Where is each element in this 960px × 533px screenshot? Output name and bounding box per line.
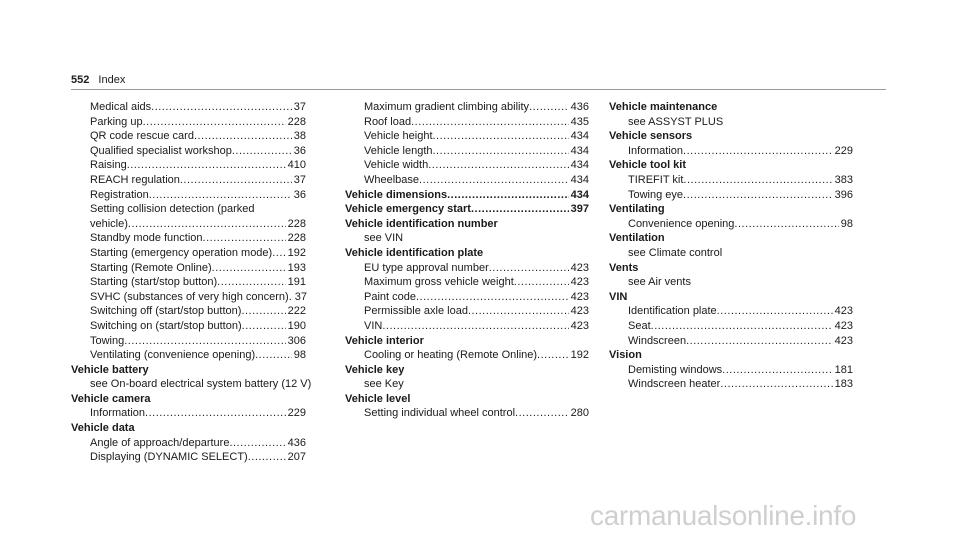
index-subentry [345, 406, 589, 421]
dot-leader [124, 334, 285, 349]
entry-label: Starting (emergency operation mode) [90, 246, 273, 259]
page-reference: 181 [834, 363, 853, 376]
index-heading: Vehicle interior [345, 334, 424, 347]
index-subentry [71, 173, 306, 188]
page-number: 552 [71, 74, 90, 86]
page-reference: 423 [570, 305, 589, 318]
index-subentry [345, 290, 589, 305]
dot-leader [419, 173, 569, 188]
page-reference: 423 [570, 276, 589, 289]
index-subentry [345, 304, 589, 319]
dot-leader [428, 158, 568, 173]
index-heading: Ventilating [609, 203, 665, 216]
page-reference: 397 [570, 203, 589, 216]
index-heading-entry [345, 202, 589, 217]
index-subentry [609, 334, 853, 349]
entry-label: Cooling or heating (Remote Online) [364, 349, 538, 362]
index-subentry [609, 217, 853, 232]
page-reference: 37 [293, 101, 306, 113]
page-reference: 207 [287, 451, 306, 464]
index-subentry [609, 304, 853, 319]
dot-leader [734, 217, 838, 232]
index-subentry [71, 231, 306, 246]
dot-leader [143, 115, 286, 130]
entry-label: Windscreen [628, 334, 687, 347]
dot-leader [651, 319, 833, 334]
index-cross-reference: see On-board electrical system battery (12 V) [90, 378, 312, 391]
index-column-1 [71, 100, 312, 465]
index-subentry [71, 436, 306, 451]
page-reference: 37 [294, 290, 307, 303]
page-reference: 193 [287, 261, 306, 274]
page-reference: 434 [570, 188, 589, 201]
dot-leader [255, 348, 292, 363]
page-reference: 280 [570, 407, 589, 420]
dot-leader [686, 334, 833, 349]
index-heading: Vehicle tool kit [609, 159, 687, 172]
entry-label: Vehicle height [364, 130, 433, 143]
index-cross-reference: see VIN [364, 232, 404, 245]
index-subentry [71, 450, 306, 465]
dot-leader [489, 261, 569, 276]
dot-leader [722, 363, 832, 378]
dot-leader [382, 319, 568, 334]
index-subentry [71, 129, 306, 144]
dot-leader [203, 231, 286, 246]
entry-label: Demisting windows [628, 363, 723, 376]
index-cross-reference: Setting collision detection (parked [90, 203, 255, 216]
dot-leader [248, 450, 286, 465]
index-subentry [71, 144, 306, 159]
page-reference: 228 [287, 217, 306, 230]
entry-label: Paint code [364, 290, 416, 303]
dot-leader [229, 436, 285, 451]
index-column-3 [609, 100, 853, 392]
index-subentry [71, 188, 306, 203]
page-reference: 423 [834, 334, 853, 347]
page-reference: 306 [287, 334, 306, 347]
dot-leader [272, 246, 285, 261]
page-reference: 435 [570, 115, 589, 128]
entry-label: SVHC (substances of very high concern) [90, 290, 289, 303]
entry-label: Towing eye [628, 188, 684, 201]
dot-leader [717, 304, 833, 319]
dot-leader [537, 348, 569, 363]
index-subentry [71, 348, 306, 363]
index-subentry [71, 217, 306, 232]
index-heading: Vehicle camera [71, 392, 151, 405]
index-heading-entry [345, 188, 589, 203]
entry-label: Angle of approach/departure [90, 436, 230, 449]
dot-leader [180, 173, 292, 188]
entry-label: Vehicle length [364, 144, 433, 157]
dot-leader [433, 144, 569, 159]
page-reference: 192 [570, 349, 589, 362]
page-reference: 436 [570, 101, 589, 113]
dot-leader [447, 188, 569, 203]
index-subentry [71, 319, 306, 334]
index-subentry [71, 275, 306, 290]
index-subentry [345, 115, 589, 130]
index-heading: Vehicle identification number [345, 217, 498, 230]
index-subentry [71, 304, 306, 319]
entry-label: Wheelbase [364, 173, 420, 186]
page-reference: 98 [293, 349, 306, 362]
index-subentry [345, 261, 589, 276]
index-heading: Vehicle data [71, 422, 135, 435]
entry-label: vehicle) [90, 217, 128, 230]
page-reference: 423 [570, 261, 589, 274]
dot-leader [232, 144, 292, 159]
entry-label: Vehicle dimensions [345, 188, 448, 201]
entry-label: TIREFIT kit [628, 173, 684, 186]
entry-label: Windscreen heater [628, 378, 721, 391]
page-reference: 37 [293, 173, 306, 186]
page-reference: 183 [834, 378, 853, 391]
index-heading: Vehicle maintenance [609, 101, 718, 113]
dot-leader [683, 173, 832, 188]
index-subentry [609, 319, 853, 334]
entry-label: Standby mode function [90, 232, 203, 245]
index-subentry [345, 158, 589, 173]
index-cross-reference: see ASSYST PLUS [628, 115, 724, 128]
entry-label: Maximum gradient climbing ability [364, 101, 530, 113]
page-reference: 192 [287, 246, 306, 259]
dot-leader [471, 202, 569, 217]
entry-label: Identification plate [628, 305, 717, 318]
page-reference: 436 [287, 436, 306, 449]
dot-leader [416, 290, 569, 305]
entry-label: Permissible axle load [364, 305, 468, 318]
entry-label: Roof load [364, 115, 412, 128]
page-reference: 190 [287, 319, 306, 332]
entry-label: Setting individual wheel control [364, 407, 516, 420]
entry-label: Vehicle emergency start [345, 203, 471, 216]
index-subentry [71, 261, 306, 276]
page-reference: 36 [293, 144, 306, 157]
entry-label: Switching off (start/stop button) [90, 305, 242, 318]
dot-leader [411, 115, 569, 130]
dot-leader [529, 100, 569, 115]
index-subentry [345, 275, 589, 290]
page-reference: 229 [834, 144, 853, 157]
dot-leader [217, 275, 285, 290]
dot-leader [145, 406, 286, 421]
page-reference: 423 [834, 305, 853, 318]
page-reference: 229 [287, 407, 306, 420]
dot-leader [720, 377, 832, 392]
index-subentry [71, 115, 306, 130]
dot-leader [289, 290, 293, 305]
index-subentry [609, 377, 853, 392]
page-reference: 434 [570, 173, 589, 186]
entry-label: EU type approval number [364, 261, 489, 274]
entry-label: Ventilating (convenience opening) [90, 349, 256, 362]
index-cross-reference: see Key [364, 378, 404, 391]
index-subentry [345, 129, 589, 144]
index-subentry [609, 144, 853, 159]
entry-label: QR code rescue card [90, 130, 194, 143]
index-heading: Vehicle key [345, 363, 405, 376]
dot-leader [212, 261, 286, 276]
dot-leader [128, 217, 286, 232]
page-reference: 410 [287, 159, 306, 172]
entry-label: Convenience opening [628, 217, 735, 230]
entry-label: Starting (Remote Online) [90, 261, 212, 274]
dot-leader [194, 129, 292, 144]
index-subentry [609, 173, 853, 188]
page-header [71, 74, 125, 86]
index-column-2 [345, 100, 589, 421]
entry-label: Information [90, 407, 146, 420]
dot-leader [683, 144, 833, 159]
dot-leader [149, 188, 292, 203]
page-reference: 38 [293, 130, 306, 143]
page-reference: 228 [287, 232, 306, 245]
page-reference: 423 [570, 319, 589, 332]
dot-leader [514, 275, 569, 290]
index-subentry [345, 173, 589, 188]
entry-label: Maximum gross vehicle weight [364, 276, 514, 289]
page-reference: 228 [287, 115, 306, 128]
page-reference: 396 [834, 188, 853, 201]
entry-label: VIN [364, 319, 383, 332]
index-heading: Vents [609, 261, 639, 274]
section-title: Index [98, 74, 126, 86]
index-heading: Vehicle sensors [609, 130, 693, 143]
page-reference: 383 [834, 173, 853, 186]
index-subentry [609, 188, 853, 203]
dot-leader [515, 406, 569, 421]
entry-label: Switching on (start/stop button) [90, 319, 242, 332]
dot-leader [241, 304, 285, 319]
index-heading: Ventilation [609, 232, 665, 245]
index-heading: Vision [609, 349, 642, 362]
index-subentry [71, 246, 306, 261]
page-reference: 434 [570, 144, 589, 157]
dot-leader [468, 304, 569, 319]
entry-label: Starting (start/stop button) [90, 276, 218, 289]
entry-label: Information [628, 144, 684, 157]
dot-leader [683, 188, 833, 203]
index-subentry [71, 290, 306, 305]
dot-leader [242, 319, 286, 334]
index-subentry [71, 100, 306, 115]
entry-label: Raising [90, 159, 127, 172]
index-cross-reference: see Climate control [628, 246, 723, 259]
page-reference: 423 [834, 319, 853, 332]
page-reference: 98 [840, 217, 853, 230]
index-heading: Vehicle level [345, 392, 411, 405]
entry-label: Displaying (DYNAMIC SELECT) [90, 451, 248, 464]
entry-label: Qualified specialist workshop [90, 144, 232, 157]
header-divider [71, 89, 886, 90]
index-subentry [71, 334, 306, 349]
entry-label: Parking up [90, 115, 143, 128]
entry-label: Towing [90, 334, 125, 347]
entry-label: Registration [90, 188, 149, 201]
index-subentry [71, 406, 306, 421]
index-heading: VIN [609, 290, 628, 303]
index-subentry [345, 319, 589, 334]
dot-leader [151, 100, 292, 115]
dot-leader [433, 129, 569, 144]
entry-label: Medical aids [90, 101, 152, 113]
page-reference: 191 [287, 276, 306, 289]
page-reference: 434 [570, 159, 589, 172]
index-heading: Vehicle identification plate [345, 246, 484, 259]
index-subentry [345, 144, 589, 159]
index-subentry [71, 158, 306, 173]
entry-label: REACH regulation [90, 173, 180, 186]
entry-label: Seat [628, 319, 651, 332]
page-reference: 36 [293, 188, 306, 201]
page-reference: 423 [570, 290, 589, 303]
index-subentry [609, 363, 853, 378]
dot-leader [127, 158, 286, 173]
watermark-text: carmanualsonline.info [590, 500, 857, 531]
entry-label: Vehicle width [364, 159, 429, 172]
index-subentry [345, 100, 589, 115]
index-subentry [345, 348, 589, 363]
index-heading: Vehicle battery [71, 363, 149, 376]
page-reference: 434 [570, 130, 589, 143]
index-cross-reference: see Air vents [628, 276, 691, 289]
page-reference: 222 [287, 305, 306, 318]
